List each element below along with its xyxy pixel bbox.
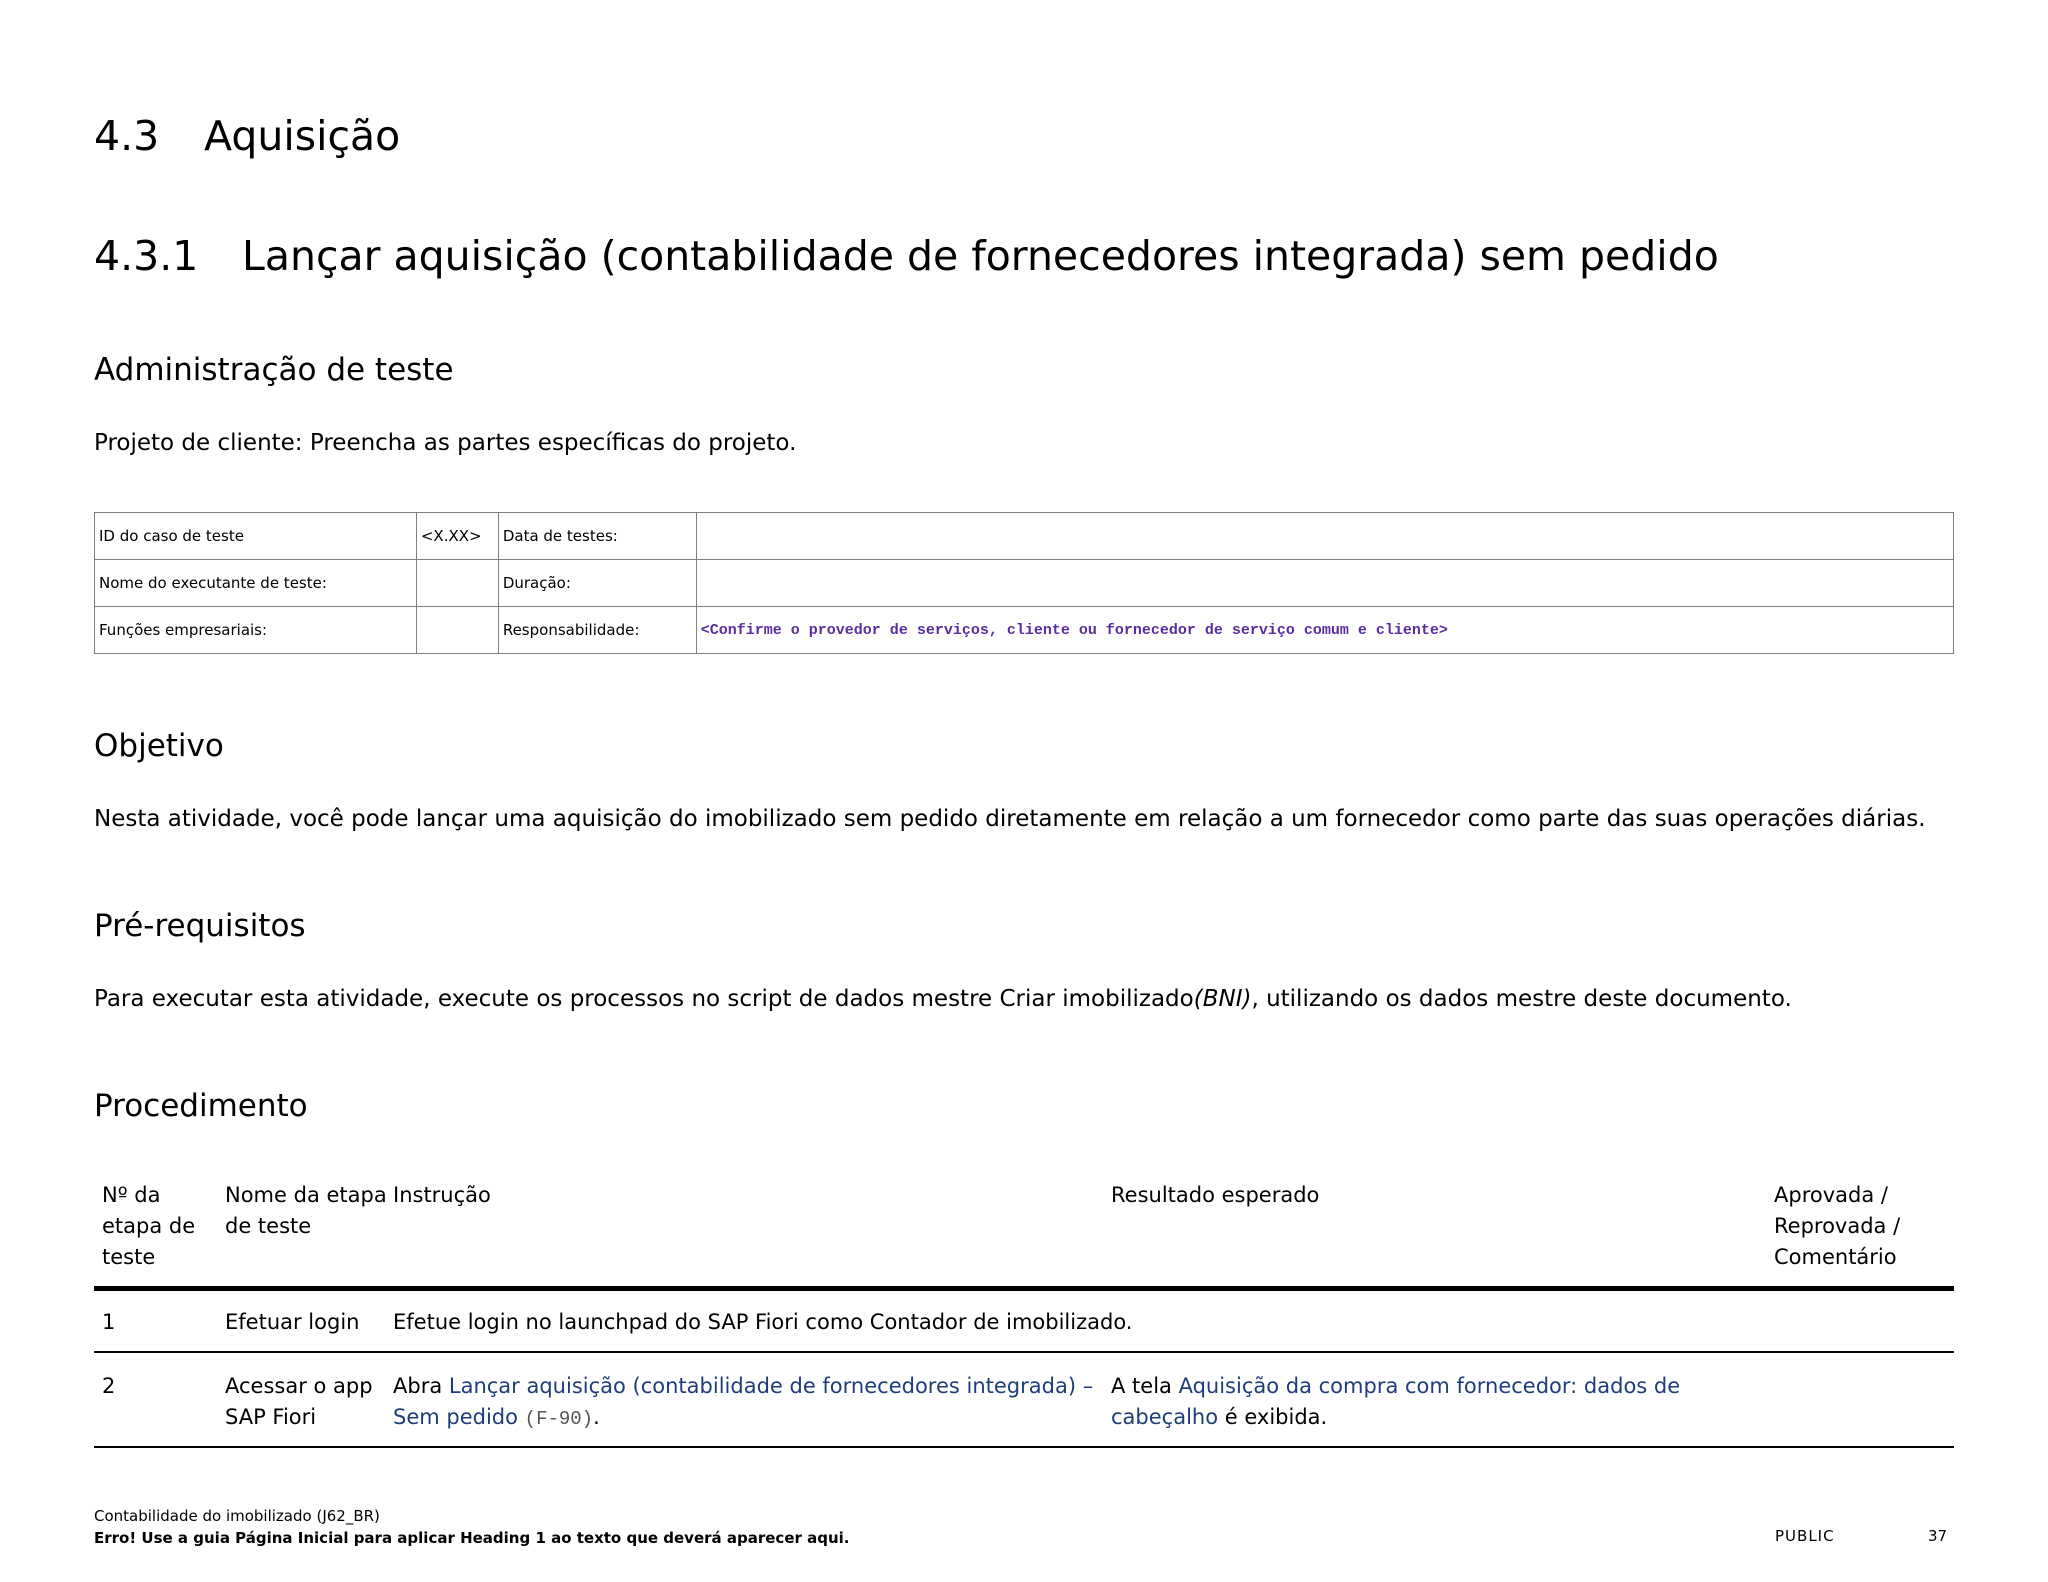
admin-intro: Projeto de cliente: Preencha as partes específicas do projeto. <box>94 430 797 456</box>
prereq-text-italic: (BNI) <box>1193 986 1252 1012</box>
subsection-heading <box>94 232 1719 280</box>
step-number: 1 <box>102 1310 116 1334</box>
admin-heading: Administração de teste <box>94 352 454 388</box>
admin-value[interactable]: <X.XX> <box>416 513 498 560</box>
procedure-heading: Procedimento <box>94 1088 308 1124</box>
admin-label: Funções empresariais: <box>95 607 417 654</box>
responsibility-placeholder[interactable]: <Confirme o provedor de serviços, cliente ou fornecedor de serviço comum e cliente> <box>696 607 1953 654</box>
admin-value[interactable] <box>416 560 498 607</box>
column-header-step: Nº da etapa de teste <box>102 1183 196 1269</box>
subsection-number: 4.3.1 <box>94 232 199 280</box>
app-link[interactable]: Lançar aquisição (contabilidade de fornecedores integrada) – Sem pedido <box>393 1374 1094 1429</box>
prereq-text <box>94 986 1792 1012</box>
section-heading <box>94 112 400 160</box>
objective-text: Nesta atividade, você pode lançar uma aquisição do imobilizado sem pedido diretamente em relação a um fornecedor como parte das suas operações diárias. <box>94 806 1926 832</box>
admin-value[interactable] <box>416 607 498 654</box>
section-number: 4.3 <box>94 112 160 160</box>
step-instruction <box>393 1371 1103 1435</box>
prereq-text-before: Para executar esta atividade, execute os processos no script de dados mestre Criar imobilizado <box>94 986 1194 1012</box>
instruction-prefix: Abra <box>393 1374 449 1398</box>
column-header-instruction: Instrução <box>393 1183 491 1207</box>
section-title: Aquisição <box>204 112 401 160</box>
admin-label: ID do caso de teste <box>95 513 417 560</box>
expected-prefix: A tela <box>1111 1374 1179 1398</box>
step-number: 2 <box>102 1374 116 1398</box>
page-number: 37 <box>1928 1527 1948 1545</box>
step-name: Efetuar login <box>225 1310 360 1334</box>
column-header-comment: Aprovada / Reprovada / Comentário <box>1774 1183 1901 1269</box>
column-header-name: Nome da etapa de teste <box>225 1183 387 1238</box>
admin-value[interactable] <box>696 560 1953 607</box>
footer-error-text: Erro! Use a guia Página Inicial para aplicar Heading 1 ao texto que deverá aparecer aqui. <box>94 1529 850 1547</box>
row-divider <box>94 1351 1954 1353</box>
step-expected <box>1111 1371 1761 1433</box>
footer <box>94 1505 850 1549</box>
subsection-title: Lançar aquisição (contabilidade de fornecedores integrada) sem pedido <box>242 232 1719 280</box>
step-name: Acessar o app SAP Fiori <box>225 1374 373 1429</box>
table-row <box>95 607 1954 654</box>
admin-label: Duração: <box>498 560 696 607</box>
step-instruction: Efetue login no launchpad do SAP Fiori como Contador de imobilizado. <box>393 1310 1133 1334</box>
prereq-text-after: , utilizando os dados mestre deste documento. <box>1251 986 1792 1012</box>
classification-label: PUBLIC <box>1775 1527 1835 1545</box>
admin-label: Data de testes: <box>498 513 696 560</box>
objective-heading: Objetivo <box>94 728 224 764</box>
screen-link[interactable]: Aquisição da compra com fornecedor: dados de cabeçalho <box>1111 1374 1681 1429</box>
admin-label: Responsabilidade: <box>498 607 696 654</box>
header-divider <box>94 1286 1954 1291</box>
column-header-expected: Resultado esperado <box>1111 1183 1320 1207</box>
prereq-heading: Pré-requisitos <box>94 908 306 944</box>
admin-table <box>94 512 1954 654</box>
expected-suffix: é exibida. <box>1218 1405 1328 1429</box>
footer-doc-title: Contabilidade do imobilizado (J62_BR) <box>94 1507 380 1525</box>
transaction-code: (F-90) <box>524 1408 594 1430</box>
instruction-suffix: . <box>593 1405 600 1429</box>
table-row <box>95 513 1954 560</box>
table-row <box>95 560 1954 607</box>
admin-value[interactable] <box>696 513 1953 560</box>
table-bottom-line <box>94 1446 1954 1448</box>
admin-label: Nome do executante de teste: <box>95 560 417 607</box>
